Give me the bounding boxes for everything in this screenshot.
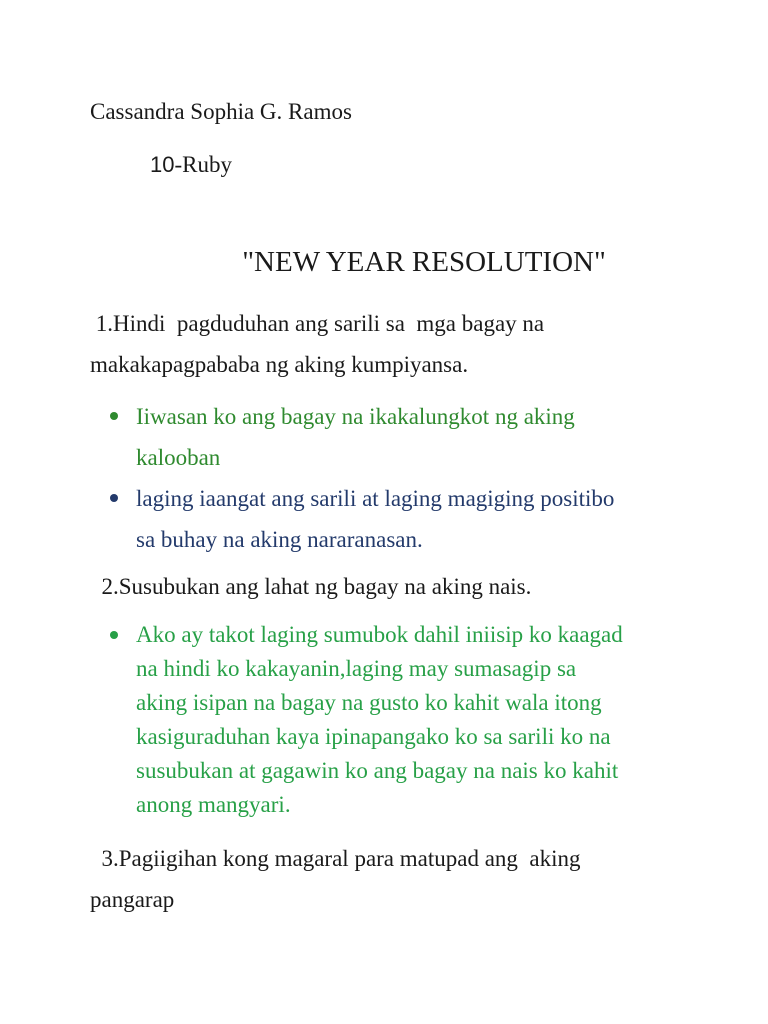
bullet-line: aking isipan na bagay na gusto ko kahit wala itong: [136, 690, 602, 715]
page-title: "NEW YEAR RESOLUTION": [242, 246, 606, 278]
class-section: [150, 150, 232, 180]
resolution-2-line-1: 2.Susubukan ang lahat ng bagay na aking nais.: [90, 574, 532, 599]
bullet-dot-icon: [110, 494, 118, 502]
resolution-2-bullets: [108, 618, 708, 822]
bullet-line: na hindi ko kakayanin,laging may sumasagip sa: [136, 656, 577, 681]
resolution-1: [90, 303, 690, 385]
resolution-1-line-1: 1.Hindi pagduduhan ang sarili sa mga bagay na: [90, 311, 545, 336]
resolution-1-bullets: [108, 396, 708, 560]
section-name: -Ruby: [174, 152, 232, 177]
author-name: Cassandra Sophia G. Ramos: [90, 99, 352, 124]
bullet-dot-icon: [110, 412, 118, 420]
bullet-line: anong mangyari.: [136, 792, 291, 817]
bullet-line: kasiguraduhan kaya ipinapangako ko sa sarili ko na: [136, 724, 611, 749]
bullet-line: kalooban: [136, 445, 221, 470]
bullet-line: sa buhay na aking nararanasan.: [136, 527, 423, 552]
bullet-item: [108, 396, 708, 478]
resolution-1-line-2: makakapagpababa ng aking kumpiyansa.: [90, 352, 469, 377]
bullet-line: Iiwasan ko ang bagay na ikakalungkot ng aking: [136, 404, 575, 429]
resolution-3: [90, 838, 690, 920]
bullet-item: [108, 478, 708, 560]
bullet-line: susubukan at gagawin ko ang bagay na nais ko kahit: [136, 758, 619, 783]
section-number: 10: [150, 152, 175, 177]
bullet-line: laging iaangat ang sarili at laging magiging positibo: [136, 486, 615, 511]
bullet-line: Ako ay takot laging sumubok dahil iniisip ko kaagad: [136, 622, 623, 647]
resolution-2: [90, 566, 690, 607]
resolution-3-line-1: 3.Pagiigihan kong magaral para matupad ang aking: [90, 846, 581, 871]
bullet-item: [108, 618, 708, 822]
resolution-3-line-2: pangarap: [90, 887, 175, 912]
bullet-dot-icon: [110, 631, 118, 639]
